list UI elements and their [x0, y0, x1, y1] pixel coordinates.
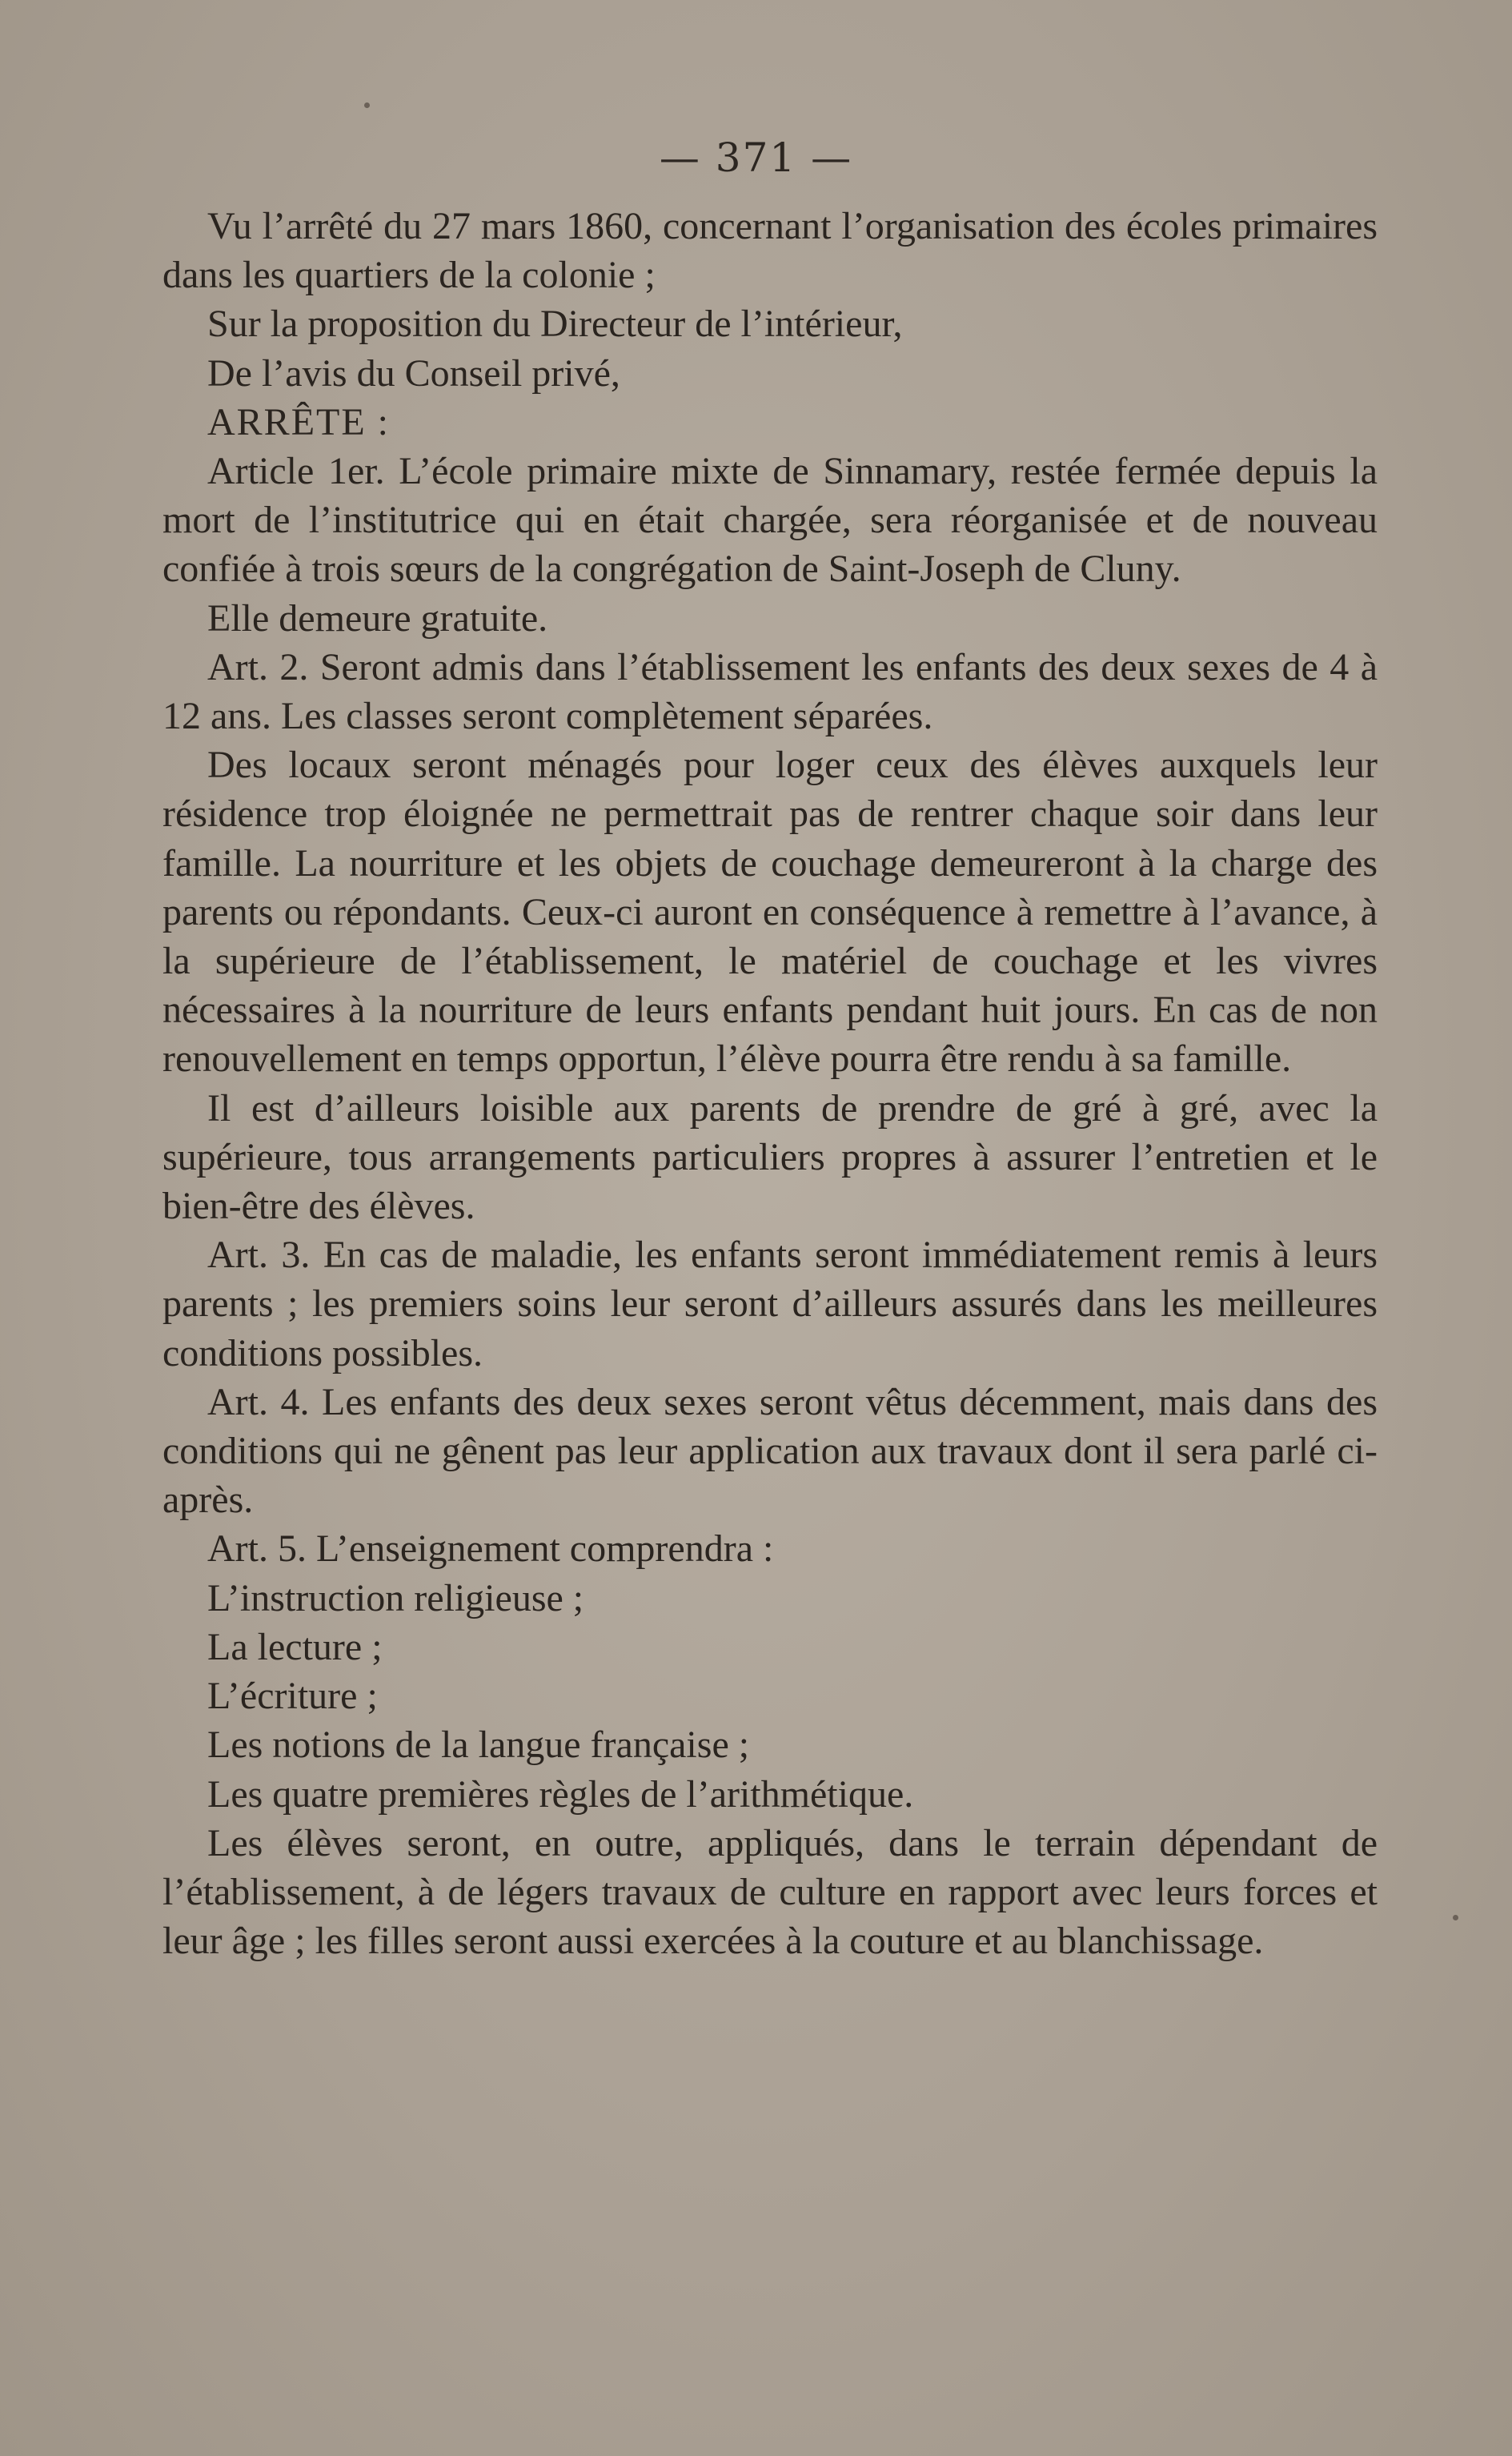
paragraph-article-1: Article 1er. L’école primaire mixte de Sinnamary, restée fermée depuis la mort de l’institutrice qui en était chargée, sera réorganisée et de nouveau confiée à trois sœurs de la congrégation de Saint-Joseph de Cluny. [162, 450, 1378, 591]
page-number: — 371 — [659, 134, 853, 181]
paragraph-sur-proposition: Sur la proposition du Directeur de l’intérieur, [207, 303, 903, 346]
list-item-langue-francaise: Les notions de la langue française ; [207, 1724, 750, 1767]
paper-speck [364, 102, 370, 108]
page-body [162, 202, 1378, 1965]
list-item-ecriture: L’écriture ; [207, 1675, 378, 1718]
paragraph-avis-conseil: De l’avis du Conseil privé, [207, 351, 620, 395]
paragraph-article-2: Art. 2. Seront admis dans l’établissement les enfants des deux sexes de 4 à 12 ans. Les classes seront complètement séparées. [162, 645, 1378, 738]
paragraph-travaux: Les élèves seront, en outre, appliqués, dans le terrain dépendant de l’établissement, à de légers travaux de culture en rapport avec leurs forces et leur âge ; les filles seront aussi exercées à la couture et au blanchissage. [162, 1821, 1378, 1963]
paragraph-arrete-heading: ARRÊTE : [207, 400, 390, 443]
paragraph-gratuite: Elle demeure gratuite. [207, 596, 548, 640]
paragraph-article-5: Art. 5. L’enseignement comprendra : [207, 1527, 774, 1571]
paragraph-article-4: Art. 4. Les enfants des deux sexes seront vêtus décemment, mais dans des conditions qui ne gênent pas leur application aux travaux dont il sera parlé ci-après. [162, 1380, 1378, 1522]
list-item-arithmetique: Les quatre premières règles de l’arithmétique. [207, 1772, 914, 1816]
paragraph-article-3: Art. 3. En cas de maladie, les enfants seront immédiatement remis à leurs parents ; les premiers soins leur seront d’ailleurs assurés dans les meilleures conditions possibles. [162, 1234, 1378, 1374]
paragraph-vu-arrete: Vu l’arrêté du 27 mars 1860, concernant l’organisation des écoles primaires dans les quartiers de la colonie ; [162, 205, 1378, 297]
paper-speck [1453, 1915, 1458, 1920]
paragraph-loisible: Il est d’ailleurs loisible aux parents de prendre de gré à gré, avec la supérieure, tous arrangements particuliers propres à assurer l’entretien et le bien-être des élèves. [162, 1086, 1378, 1228]
paragraph-locaux: Des locaux seront ménagés pour loger ceux des élèves auxquels leur résidence trop éloignée ne permettrait pas de rentrer chaque soir dans leur famille. La nourriture et les objets de couchage demeureront à la charge des parents ou répondants. Ceux-ci auront en conséquence à remettre à l’avance, à la supérieure de l’établissement, le matériel de couchage et les vivres nécessaires à la nourriture de leurs enfants pendant huit jours. En cas de non renouvellement en temps opportun, l’élève pourra être rendu à sa famille. [162, 744, 1378, 1081]
list-item-lecture: La lecture ; [207, 1625, 383, 1668]
list-item-instruction-religieuse: L’instruction religieuse ; [207, 1576, 584, 1619]
